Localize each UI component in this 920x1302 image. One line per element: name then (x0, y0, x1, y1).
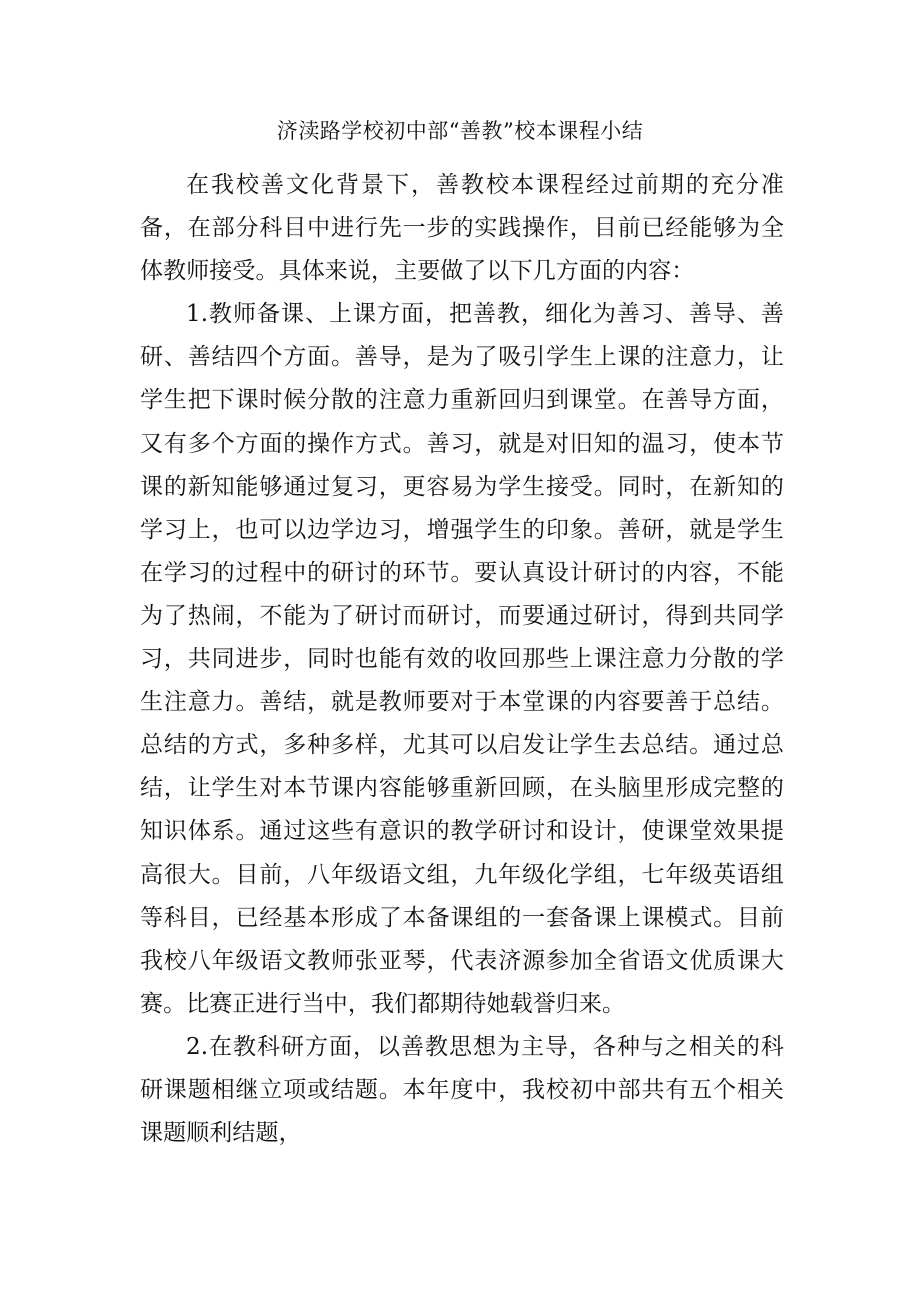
paragraph-research: 2.在教科研方面，以善教思想为主导，各种与之相关的科研课题相继立项或结题。本年度中，我校初中部共有五个相关课题顺利结题， (140, 1033, 784, 1147)
document-body (140, 164, 784, 1155)
document-title: 济渎路学校初中部“善教”校本课程小结 (276, 119, 644, 143)
paragraph-teaching: 1.教师备课、上课方面，把善教，细化为善习、善导、善研、善结四个方面。善导，是为了吸引学生上课的注意力，让学生把下课时候分散的注意力重新回归到课堂。在善导方面，又有多个方面的操作方式。善习，就是对旧知的温习，使本节课的新知能够通过复习，更容易为学生接受。同时，在新知的学习上，也可以边学边习，增强学生的印象。善研，就是学生在学习的过程中的研讨的环节。要认真设计研讨的内容，不能为了热闹，不能为了研讨而研讨，而要通过研讨，得到共同学习，共同进步，同时也能有效的收回那些上课注意力分散的学生注意力。善结，就是教师要对于本堂课的内容要善于总结。总结的方式，多种多样，尤其可以启发让学生去总结。通过总结，让学生对本节课内容能够重新回顾，在头脑里形成完整的知识体系。通过这些有意识的教学研讨和设计，使课堂效果提高很大。目前，八年级语文组，九年级化学组，七年级英语组等科目，已经基本形成了本备课组的一套备课上课模式。目前我校八年级语文教师张亚琴，代表济源参加全省语文优质课大赛。比赛正进行当中，我们都期待她载誉归来。 (140, 301, 784, 1017)
paragraph-intro: 在我校善文化背景下，善教校本课程经过前期的充分准备，在部分科目中进行先一步的实践操作，目前已经能够为全体教师接受。具体来说，主要做了以下几方面的内容： (140, 172, 784, 285)
